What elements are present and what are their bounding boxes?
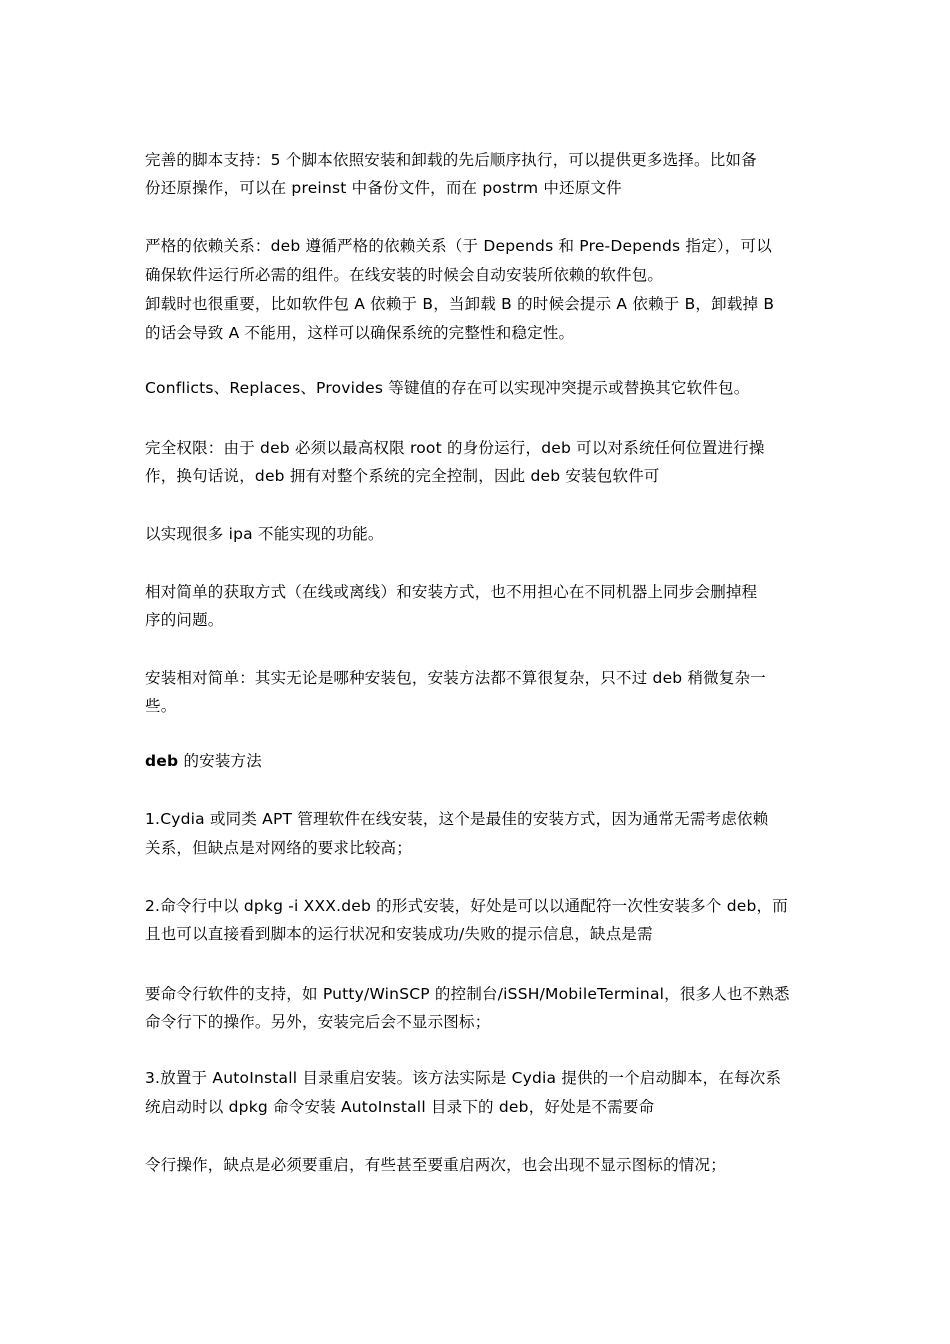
paragraph-line: 以实现很多 ipa 不能实现的功能。 [145, 525, 384, 543]
paragraph-line: 份还原操作，可以在 preinst 中备份文件，而在 postrm 中还原文件 [145, 179, 622, 197]
paragraph-line: 确保软件运行所必需的组件。在线安装的时候会自动安装所依赖的软件包。 [145, 266, 664, 284]
paragraph-line: 且也可以直接看到脚本的运行状况和安装成功/失败的提示信息，缺点是需 [145, 925, 653, 943]
paragraph-line: 些。 [145, 697, 177, 715]
paragraph-line: 严格的依赖关系：deb 遵循严格的依赖关系（于 Depends 和 Pre-Depends 指定），可以 [145, 237, 772, 255]
paragraph-line: 3.放置于 AutoInstall 目录重启安装。该方法实际是 Cydia 提供的一个启动脚本，在每次系 [145, 1069, 782, 1087]
paragraph-line: 1.Cydia 或同类 APT 管理软件在线安装，这个是最佳的安装方式，因为通常无需考虑依赖 [145, 810, 769, 828]
paragraph-line: 关系，但缺点是对网络的要求比较高； [145, 839, 412, 857]
paragraph-line: 的话会导致 A 不能用，这样可以确保系统的完整性和稳定性。 [145, 324, 575, 342]
paragraph-line: Conflicts、Replaces、Provides 等键值的存在可以实现冲突提示或替换其它软件包。 [145, 379, 750, 397]
paragraph-line: 相对简单的获取方式（在线或离线）和安装方式，也不用担心在不同机器上同步会删掉程 [145, 583, 758, 601]
paragraph-line: 完全权限：由于 deb 必须以最高权限 root 的身份运行，deb 可以对系统任何位置进行操 [145, 439, 765, 457]
paragraph-line: 完善的脚本支持：5 个脚本依照安装和卸载的先后顺序执行，可以提供更多选择。比如备 [145, 151, 757, 169]
paragraph-line: 序的问题。 [145, 611, 224, 629]
heading-text: 的安装方法 [183, 752, 262, 770]
paragraph-line: 要命令行软件的支持，如 Putty/WinSCP 的控制台/iSSH/MobileTerminal，很多人也不熟悉 [145, 985, 790, 1003]
paragraph-line: 作，换句话说，deb 拥有对整个系统的完全控制，因此 deb 安装包软件可 [145, 467, 660, 485]
paragraph-line: 令行操作，缺点是必须要重启，有些甚至要重启两次，也会出现不显示图标的情况； [145, 1156, 726, 1174]
section-heading [145, 751, 815, 771]
paragraph-line: 统启动时以 dpkg 命令安装 AutoInstall 目录下的 deb，好处是不需要命 [145, 1098, 655, 1116]
paragraph-line: 2.命令行中以 dpkg -i XXX.deb 的形式安装，好处是可以以通配符一次性安装多个 deb，而 [145, 897, 788, 915]
paragraph-line: 安装相对简单：其实无论是哪种安装包，安装方法都不算很复杂，只不过 deb 稍微复杂一 [145, 669, 766, 687]
paragraph-line: 命令行下的操作。另外，安装完后会不显示图标； [145, 1013, 491, 1031]
paragraph-line: 卸载时也很重要，比如软件包 A 依赖于 B，当卸载 B 的时候会提示 A 依赖于 B，卸载掉 B [145, 295, 775, 313]
heading-bold-term: deb [145, 752, 179, 770]
